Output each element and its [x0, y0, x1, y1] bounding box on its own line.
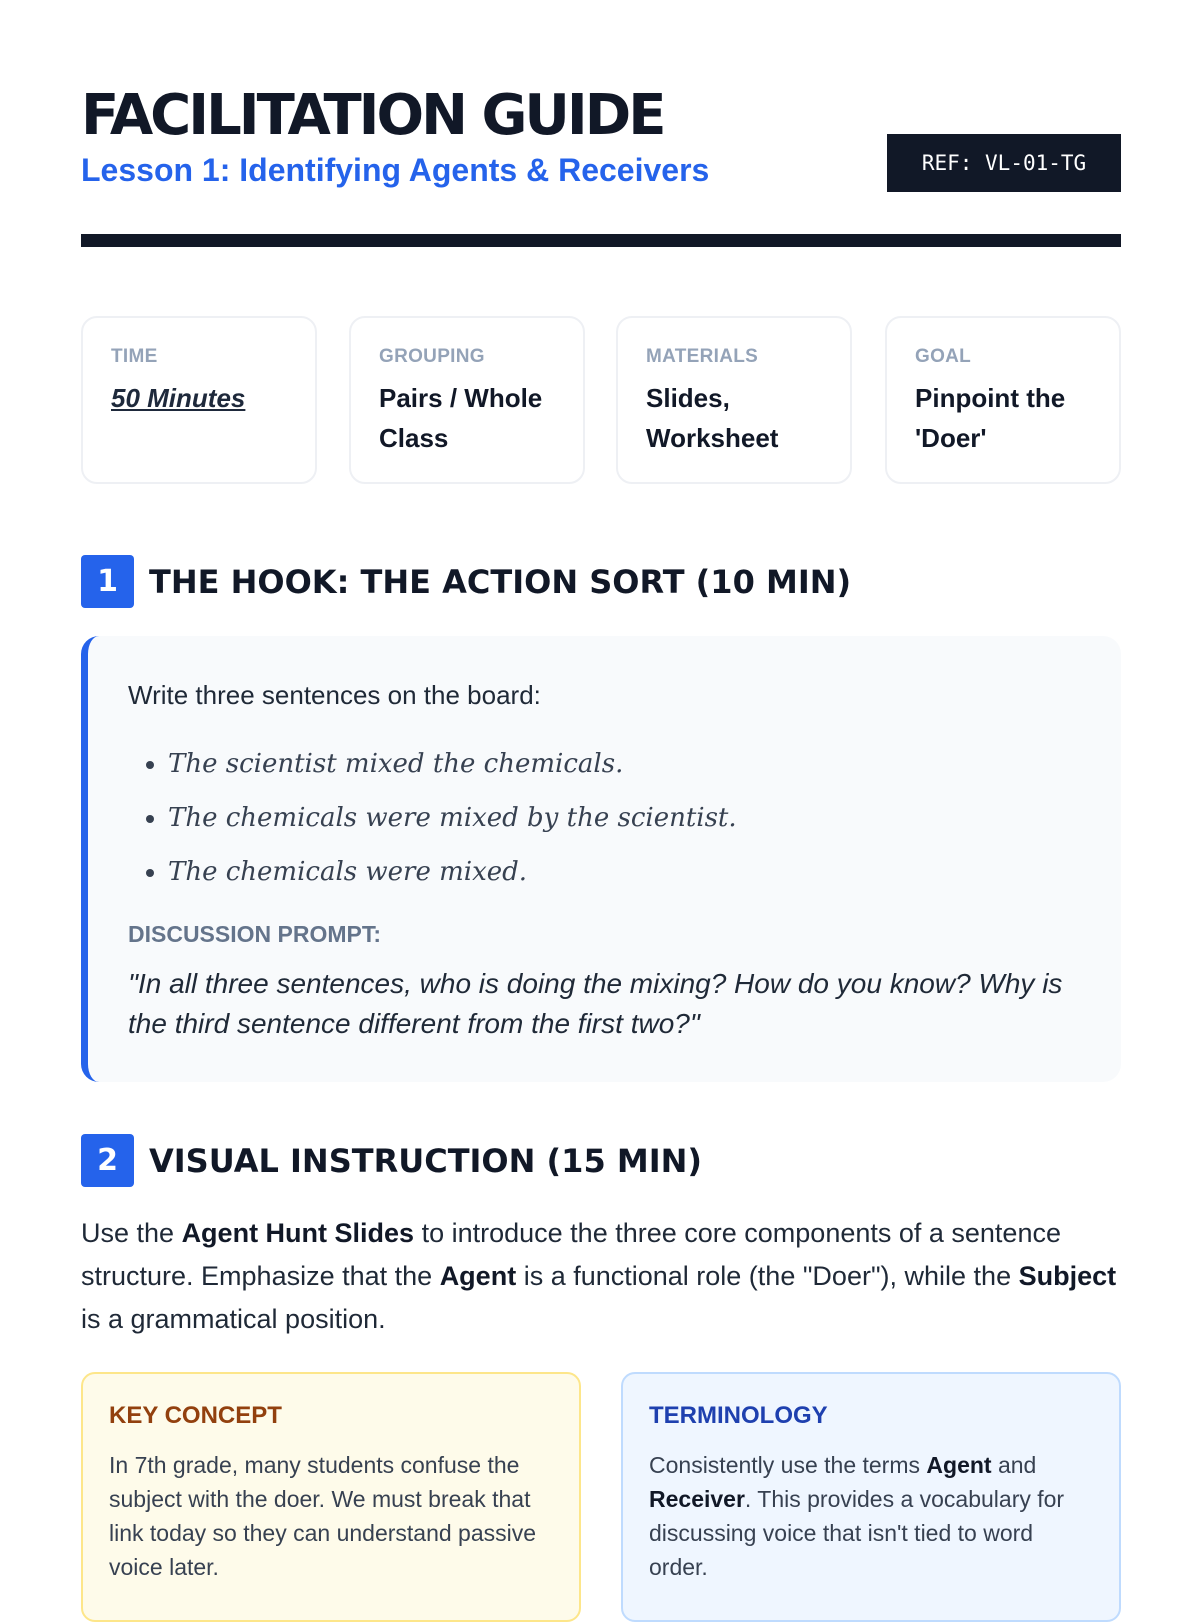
hook-activity-box: [81, 636, 1121, 1082]
section-2-heading: [81, 1134, 702, 1187]
meta-value: Pinpoint the 'Doer': [915, 383, 1066, 453]
text-run: is a functional role (the "Doer"), while the: [516, 1261, 1019, 1291]
example-sentence: • The chemicals were mixed by the scientist.: [168, 791, 1081, 845]
facilitation-guide-page: [81, 0, 1121, 1580]
agent-term: Agent: [926, 1452, 992, 1478]
instruction-paragraph: [81, 1212, 1121, 1341]
receiver-term: Receiver: [649, 1486, 745, 1512]
text-run: . This provides a vocabulary for discussing voice that isn't tied to word order.: [649, 1486, 1065, 1580]
meta-card-materials: [616, 316, 852, 484]
page-title: FACILITATION GUIDE: [81, 83, 664, 148]
subject-term: Subject: [1018, 1261, 1117, 1291]
section-1-heading: [81, 555, 851, 608]
lesson-meta: [81, 316, 1121, 486]
text-run: Use the: [81, 1218, 182, 1248]
callout-heading: TERMINOLOGY: [649, 1402, 828, 1429]
meta-card-goal: [885, 316, 1121, 484]
callout-text: In 7th grade, many students confuse the subject with the doer. We must break that link today so they can understand passive voice later.: [109, 1452, 537, 1580]
discussion-prompt: "In all three sentences, who is doing the mixing? How do you know? Why is the third sentence different from the first two?": [128, 968, 1063, 1039]
example-sentence: • The chemicals were mixed.: [168, 845, 1081, 899]
header-divider: [81, 234, 1121, 247]
key-concept-callout: [81, 1372, 581, 1622]
agent-term: Agent: [439, 1261, 517, 1291]
text-run: and: [991, 1452, 1037, 1478]
callout-text: [649, 1448, 1093, 1584]
hook-intro: Write three sentences on the board:: [128, 680, 541, 710]
section-title: THE HOOK: THE ACTION SORT (10 MIN): [149, 562, 852, 601]
terminology-callout: [621, 1372, 1121, 1622]
meta-label: TIME: [111, 346, 158, 367]
meta-label: MATERIALS: [646, 346, 759, 367]
meta-label: GOAL: [915, 346, 972, 367]
reference-badge: REF: VL-01-TG: [887, 134, 1121, 192]
agent-hunt-slides-term: Agent Hunt Slides: [181, 1218, 415, 1248]
callout-heading: KEY CONCEPT: [109, 1402, 282, 1429]
header: [81, 0, 1121, 250]
time-link[interactable]: 50 Minutes: [111, 383, 246, 413]
text-run: Consistently use the terms: [649, 1452, 927, 1478]
example-sentence: • The scientist mixed the chemicals.: [168, 737, 1081, 791]
meta-card-grouping: [349, 316, 585, 484]
discussion-prompt-label: DISCUSSION PROMPT:: [128, 921, 382, 947]
meta-value: Pairs / Whole Class: [379, 383, 543, 453]
lesson-subtitle: Lesson 1: Identifying Agents & Receivers: [81, 152, 710, 188]
meta-value: Slides, Worksheet: [646, 383, 779, 453]
text-run: to introduce the three core components of a sentence structure. Emphasize that the: [81, 1218, 1061, 1291]
section-title: VISUAL INSTRUCTION (15 MIN): [149, 1141, 702, 1180]
section-number-badge: 1: [81, 555, 134, 608]
text-run: is a grammatical position.: [81, 1304, 386, 1334]
example-sentence-list: [128, 737, 1081, 899]
meta-label: GROUPING: [379, 346, 485, 367]
meta-card-time: [81, 316, 317, 484]
section-number-badge: 2: [81, 1134, 134, 1187]
